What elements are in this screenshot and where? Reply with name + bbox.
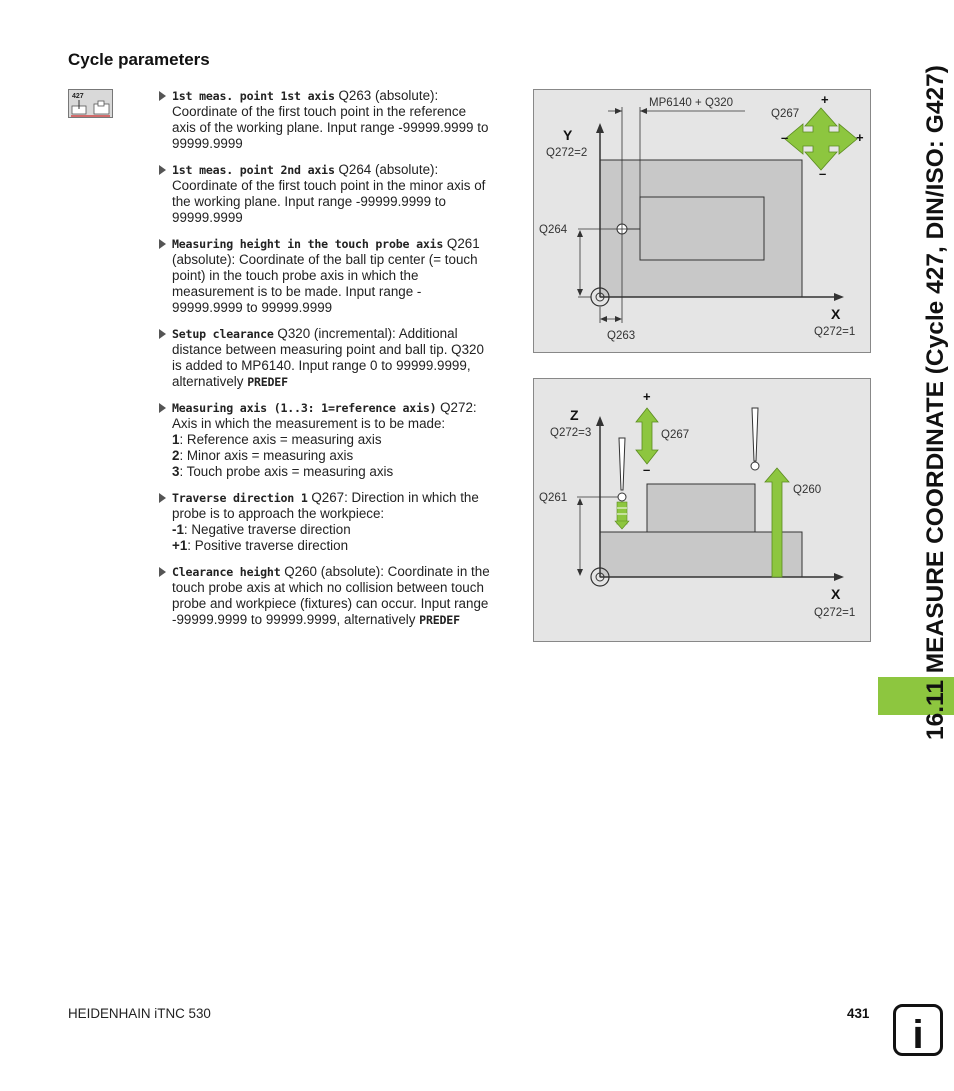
param-q264 <box>158 162 513 226</box>
label-q272-1: Q272=1 <box>814 607 856 619</box>
param-q320 <box>158 326 513 390</box>
bullet-triangle-icon <box>159 329 166 339</box>
param-text: -99999.9999 to 99999.9999, alternatively <box>172 612 420 627</box>
info-letter: i <box>912 1013 924 1056</box>
param-q: Q261 <box>443 236 480 251</box>
param-text: alternatively <box>172 374 248 389</box>
inner-feature <box>640 197 764 260</box>
param-q263 <box>158 88 513 152</box>
param-code: Traverse direction 1 <box>172 491 308 505</box>
label-q272-3: Q272=3 <box>550 427 592 439</box>
label-mp6140-q320: MP6140 + Q320 <box>649 97 734 109</box>
label-plus-top: + <box>821 92 829 107</box>
param-text: Coordinate of the first touch point in the minor axis of <box>172 178 486 193</box>
option-key: 1 <box>172 432 180 447</box>
param-text: the working plane. Input range -99999.9999 to <box>172 194 446 209</box>
footer-product: HEIDENHAIN iTNC 530 <box>68 1006 211 1021</box>
page-number: 431 <box>847 1006 870 1021</box>
param-q261 <box>158 236 513 316</box>
cycle-427-icon <box>68 89 113 118</box>
param-text: 99999.9999 <box>172 136 243 151</box>
label-q272-2: Q272=2 <box>546 147 588 159</box>
param-q: Q263 <box>334 88 372 103</box>
param-code: Clearance height <box>172 565 281 579</box>
label-q264: Q264 <box>539 224 568 236</box>
param-text: distance between measuring point and ball tip. Q320 <box>172 342 484 357</box>
param-code: Setup clearance <box>172 327 274 341</box>
param-text: Axis in which the measurement is to be made: <box>172 416 446 431</box>
option-key: +1 <box>172 538 188 553</box>
label-q272-1: Q272=1 <box>814 326 856 338</box>
param-q267 <box>158 490 513 554</box>
bullet-triangle-icon <box>159 403 166 413</box>
option-text: : Touch probe axis = measuring axis <box>179 464 394 479</box>
param-text: is added to MP6140. Input range 0 to 99999.9999, <box>172 358 471 373</box>
label-minus-left: – <box>781 130 789 145</box>
bullet-triangle-icon <box>159 91 166 101</box>
param-code: 1st meas. point 1st axis <box>172 89 335 103</box>
param-q: Q260 <box>280 564 317 579</box>
param-code: Measuring height in the touch probe axis <box>172 237 444 251</box>
param-text: (absolute): <box>371 88 439 103</box>
label-z-axis: Z <box>570 407 579 423</box>
label-y-axis: Y <box>563 127 573 143</box>
param-q272 <box>158 400 513 480</box>
bullet-triangle-icon <box>159 493 166 503</box>
label-q263: Q263 <box>607 330 636 342</box>
label-x-axis: X <box>831 586 841 602</box>
param-code: 1st meas. point 2nd axis <box>172 163 335 177</box>
label-plus-right: + <box>856 130 864 145</box>
option-text: : Positive traverse direction <box>187 538 349 553</box>
label-q261: Q261 <box>539 492 568 504</box>
param-text: probe is to approach the workpiece: <box>172 506 385 521</box>
param-q: Q264 <box>334 162 372 177</box>
option-text: : Negative traverse direction <box>183 522 351 537</box>
param-text: point) in the touch probe axis in which the <box>172 268 419 283</box>
option-key: 2 <box>172 448 180 463</box>
figure-xy-plane <box>533 89 871 353</box>
bullet-triangle-icon <box>159 239 166 249</box>
param-text: touch probe axis at which no collision between touch <box>172 580 484 595</box>
param-text: axis of the working plane. Input range -99999.9999 to <box>172 120 489 135</box>
param-q: Q272 <box>436 400 473 415</box>
label-minus: – <box>643 462 651 477</box>
param-q260 <box>158 564 513 628</box>
label-q267: Q267 <box>661 429 690 441</box>
option-text: : Reference axis = measuring axis <box>179 432 382 447</box>
param-text: (absolute): Coordinate in the <box>316 564 490 579</box>
label-q267: Q267 <box>771 108 800 120</box>
param-text: probe and workpiece (fixtures) can occur. Input range <box>172 596 489 611</box>
param-q: Q267 <box>307 490 345 505</box>
chapter-title: 16.11 MEASURE COORDINATE (Cycle 427, DIN/ISO: G427) <box>922 65 949 740</box>
param-text: : Direction in which the <box>344 490 479 505</box>
bullet-triangle-icon <box>159 165 166 175</box>
param-text: measurement is to be made. Input range - <box>172 284 422 299</box>
info-icon <box>893 1004 943 1056</box>
section-heading: Cycle parameters <box>68 50 210 69</box>
param-text: : <box>472 400 477 415</box>
param-text: (incremental): Additional <box>310 326 458 341</box>
cycle-icon-label: 427 <box>72 93 84 100</box>
label-x-axis: X <box>831 306 841 322</box>
label-q260: Q260 <box>793 484 822 496</box>
predef-code: PREDEF <box>247 375 288 389</box>
param-q: Q320 <box>273 326 311 341</box>
param-code: Measuring axis (1..3: 1=reference axis) <box>172 401 437 415</box>
raised-feature <box>647 484 755 532</box>
option-key: 3 <box>172 464 180 479</box>
param-text: (absolute): Coordinate of the ball tip center (= touch <box>172 252 478 267</box>
option-text: : Minor axis = measuring axis <box>179 448 354 463</box>
param-text: (absolute): <box>371 162 439 177</box>
figure-xz-plane <box>533 378 871 642</box>
param-text: 99999.9999 to 99999.9999 <box>172 300 333 315</box>
param-text: Coordinate of the first touch point in the reference <box>172 104 467 119</box>
predef-code: PREDEF <box>419 613 460 627</box>
chapter-sidebar <box>878 0 954 1091</box>
option-key: -1 <box>172 522 184 537</box>
param-text: 99999.9999 <box>172 210 243 225</box>
label-plus: + <box>643 389 651 404</box>
parameter-list <box>158 88 513 638</box>
bullet-triangle-icon <box>159 567 166 577</box>
label-minus-bottom: – <box>819 166 827 181</box>
